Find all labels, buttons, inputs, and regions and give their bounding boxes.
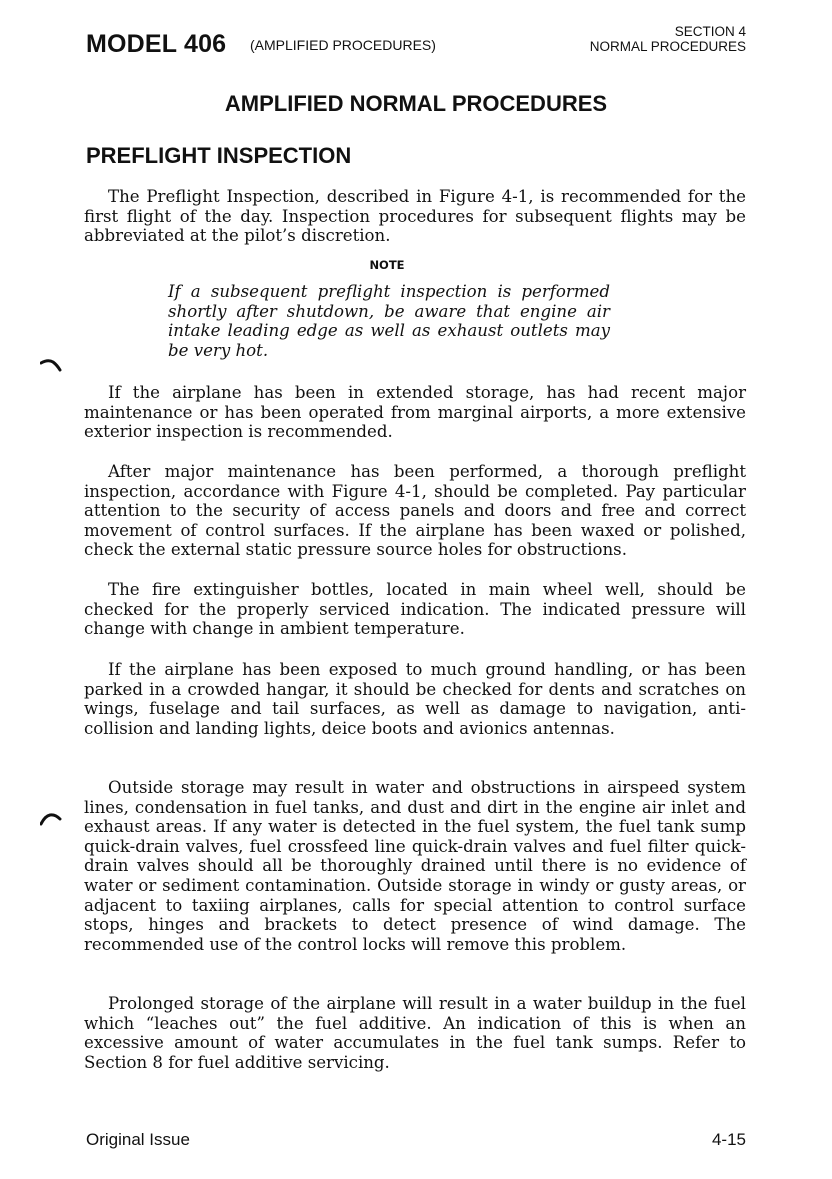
paragraph-intro: The Preflight Inspection, described in Figure 4-1, is recommended for the first flight of the day. Inspection procedures for subsequent flights may be abbreviated at the pilot’s discretion. [84,187,746,246]
note-text: If a subsequent preflight inspection is performed shortly after shutdown, be aware that engine air intake leading edge as well as exhaust outlets may be very hot. [168,282,610,360]
page-title: AMPLIFIED NORMAL PROCEDURES [224,91,608,116]
section-name: NORMAL PROCEDURES [589,39,746,54]
page-number: 4-15 [711,1130,746,1149]
header-subtitle: (AMPLIFIED PROCEDURES) [250,37,436,53]
section-heading: PREFLIGHT INSPECTION [86,143,352,168]
revision-mark-icon [40,358,62,372]
section-number: SECTION 4 [674,24,746,39]
paragraph-outside-storage: Outside storage may result in water and obstructions in airspeed system lines, condensation in fuel tanks, and dust and dirt in the engine air inlet and exhaust areas. If any water is detected in the fuel system, the fuel tank sump quick-drain valves, fuel crossfeed line quick-drain valves and fuel filter quick-drain valves should all be thoroughly drained until there is no evidence of water or sediment contamination. Outside storage in windy or gusty areas, or adjacent to taxiing airplanes, calls for special attention to control surface stops, hinges and brackets to detect presence of wind damage. The recommended use of the control locks will remove this problem. [84,778,746,954]
model-header: MODEL 406 [86,30,227,58]
revision-mark-icon [40,812,62,826]
note-label: NOTE [369,258,405,272]
section-header [590,24,746,54]
footer-issue: Original Issue [86,1130,190,1149]
paragraph-prolonged-storage: Prolonged storage of the airplane will result in a water buildup in the fuel which “leaches out” the fuel additive. An indication of this is when an excessive amount of water accumulates in the fuel tank sumps. Refer to Section 8 for fuel additive servicing. [84,994,746,1072]
paragraph-maintenance: After major maintenance has been performed, a thorough preflight inspection, accordance with Figure 4-1, should be completed. Pay particular attention to the security of access panels and doors and free and correct movement of control surfaces. If the airplane has been waxed or polished, check the external static pressure source holes for obstructions. [84,462,746,560]
paragraph-extinguisher: The fire extinguisher bottles, located in main wheel well, should be checked for the properly serviced indication. The indicated pressure will change with change in ambient temperature. [84,580,746,639]
paragraph-ground-handling: If the airplane has been exposed to much ground handling, or has been parked in a crowded hangar, it should be checked for dents and scratches on wings, fuselage and tail surfaces, as well as damage to navigation, anti-collision and landing lights, deice boots and avionics antennas. [84,660,746,738]
paragraph-storage: If the airplane has been in extended storage, has had recent major maintenance or has been operated from marginal airports, a more extensive exterior inspection is recommended. [84,383,746,442]
